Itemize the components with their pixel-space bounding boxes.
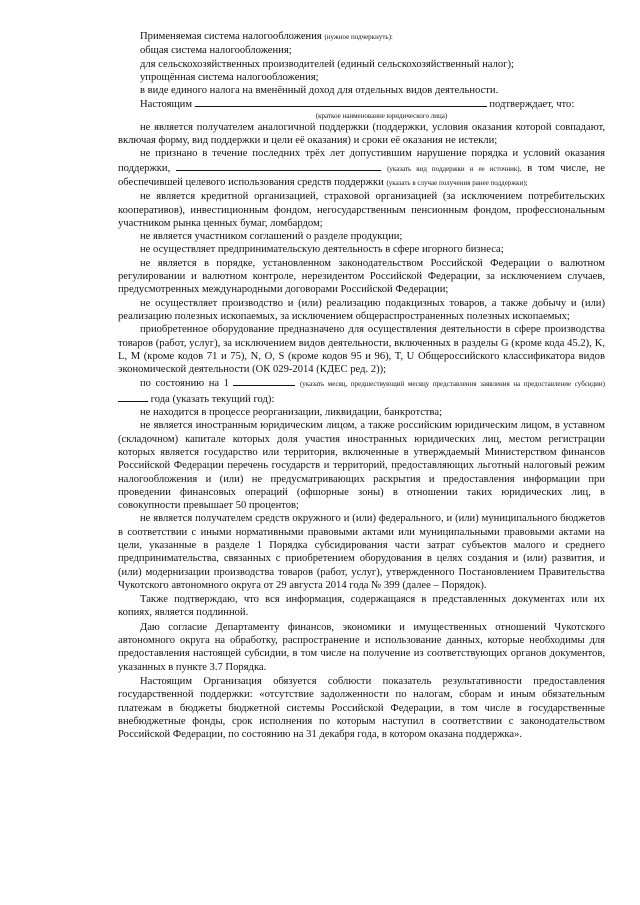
item-no-violations [118, 147, 605, 190]
company-name-field[interactable] [195, 97, 487, 107]
as-of-prefix: по состоянию на 1 [140, 378, 229, 390]
tax-option-1[interactable]: общая система налогообложения; [140, 45, 292, 57]
month-field[interactable] [233, 376, 295, 386]
item-as-of-date [118, 376, 605, 406]
item-no-similar-support: не является получателем аналогичной поддержки (поддержки, условия оказания которой совпадают, включая форму, вид поддержки и цели её оказания) и сроки её оказания не истекли; [118, 121, 605, 147]
tax-option-4[interactable]: в виде единого налога на вменённый доход для отдельных видов деятельности. [140, 85, 499, 97]
item-no-gambling: не осуществляет предпринимательскую деятельность в сфере игорного бизнеса; [140, 244, 504, 256]
tax-option-2[interactable]: для сельскохозяйственных производителей (единый сельскохозяйственный налог); [140, 58, 514, 70]
support-prior-note: (указать в случае получения ранее поддержки); [386, 178, 528, 187]
item-not-psa-party: не является участником соглашений о разделе продукции; [140, 231, 403, 243]
item-not-nonresident: не является в порядке, установленном законодательством Российской Федерации о валютном регулировании и валютном контроле, нерезидентом Российской Федерации, за исключением случаев, предусмотренных международными договорами Российской Федерации; [118, 257, 605, 296]
year-label: года (указать текущий год): [150, 393, 275, 405]
item-no-reorganization: не находится в процессе реорганизации, ликвидации, банкротства; [140, 407, 443, 419]
item-no-violations-text-2: в том числе, не обеспечившей целевого использования средств поддержки [118, 162, 605, 188]
tax-option-3[interactable]: упрощённая система налогообложения; [140, 71, 319, 83]
confirm-line [118, 97, 605, 111]
item-not-credit-org: не является кредитной организацией, страховой организацией (за исключением потребительских кооперативов), инвестиционным фондом, негосударственным пенсионным фондом, профессиональным участником рынка ценных бумаг, ломбардом; [118, 191, 605, 229]
confirm-suffix: подтверждает, что: [489, 99, 575, 111]
document-page [118, 30, 605, 741]
tax-heading-note: (нужное подчеркнуть): [324, 33, 393, 41]
support-type-note: (указать вид поддержки и ее источник), [387, 164, 522, 173]
company-name-caption: (краткое наименование юридического лица) [315, 111, 448, 120]
month-note: (указать месяц, предшествующий месяцу представления заявления на предоставление субсидии) [299, 380, 605, 389]
item-not-foreign: не является иностранным юридическим лицом, а также российским юридическим лицом, в уставном (складочном) капитале которых доля участия иностранных юридических лиц, местом регистрации которых является государство или территория, включенные в утверждаемый Министерством финансов Российской Федерации перечень государств и территорий, предоставляющих льготный налоговый режим налогообложения и (или) не предусматривающих раскрытия и предоставления информации при проведении финансовых операций (офшорные зоны) в отношении таких юридических лиц, в совокупности превышает 50 процентов; [118, 420, 605, 512]
item-no-excise: не осуществляет производство и (или) реализацию подакцизных товаров, а также добычу и (или) реализацию полезных ископаемых, за исключением общераспространенных полезных ископаемых; [118, 297, 605, 322]
item-equipment-purpose: приобретенное оборудование предназначено для осуществления деятельности в сфере производства товаров (работ, услуг), за исключением видов деятельности, включенных в разделы G (кроме кода 45.2), K, L, M (кроме кодов 71 и 75), N, O, S (кроме кодов 95 и 96), T, U Общероссийского классификатора видов экономической деятельности (ОК 029-2014 (КДЕС ред. 2)); [118, 324, 605, 376]
year-field[interactable] [118, 392, 148, 402]
item-no-violations-text: не признано в течение последних трёх лет допустившим нарушение порядка и условий оказания поддержки, [118, 148, 605, 174]
item-no-budget-funds: не является получателем средств окружного и (или) федерального, и (или) муниципального бюджетов в соответствии с иными нормативными правовыми актами или муниципальными правовыми актами на цели, указанные в разделе 1 Порядка субсидирования части затрат субъектов малого и среднего предпринимательства, связанных с приобретением оборудования в целях создания и (или) развития, и (или) модернизации производства товаров (работ, услуг), утвержденного Постановлением Правительства Чукотского автономного округа от 29 августа 2014 года № 399 (далее – Порядок). [118, 513, 605, 591]
tax-system-heading [118, 30, 605, 44]
paragraph-authenticity: Также подтверждаю, что вся информация, содержащаяся в представленных документах или их копиях, является подлинной. [118, 594, 605, 619]
confirm-prefix: Настоящим [140, 99, 193, 111]
paragraph-consent: Даю согласие Департаменту финансов, экономики и имущественных отношений Чукотского автономного округа на обработку, распространение и использование данных, которые необходимы для предоставления настоящей субсидии, в том числе на получение из соответствующих органов документов, указанных в пункте 3.7 Порядка. [118, 621, 605, 673]
tax-heading-text: Применяемая система налогообложения [140, 31, 322, 42]
paragraph-obligation: Настоящим Организация обязуется соблюсти показатель результативности предоставления государственной поддержки: «отсутствие задолженности по налогам, сборам и иным обязательным платежам в бюджеты бюджетной системы Российской Федерации, в том числе в государственные внебюджетные фонды, срок исполнения по которым наступил в соответствии с законодательством Российской Федерации, по состоянию на 31 декабря года, в котором оказана поддержка». [118, 675, 605, 741]
support-type-field[interactable] [176, 161, 381, 171]
